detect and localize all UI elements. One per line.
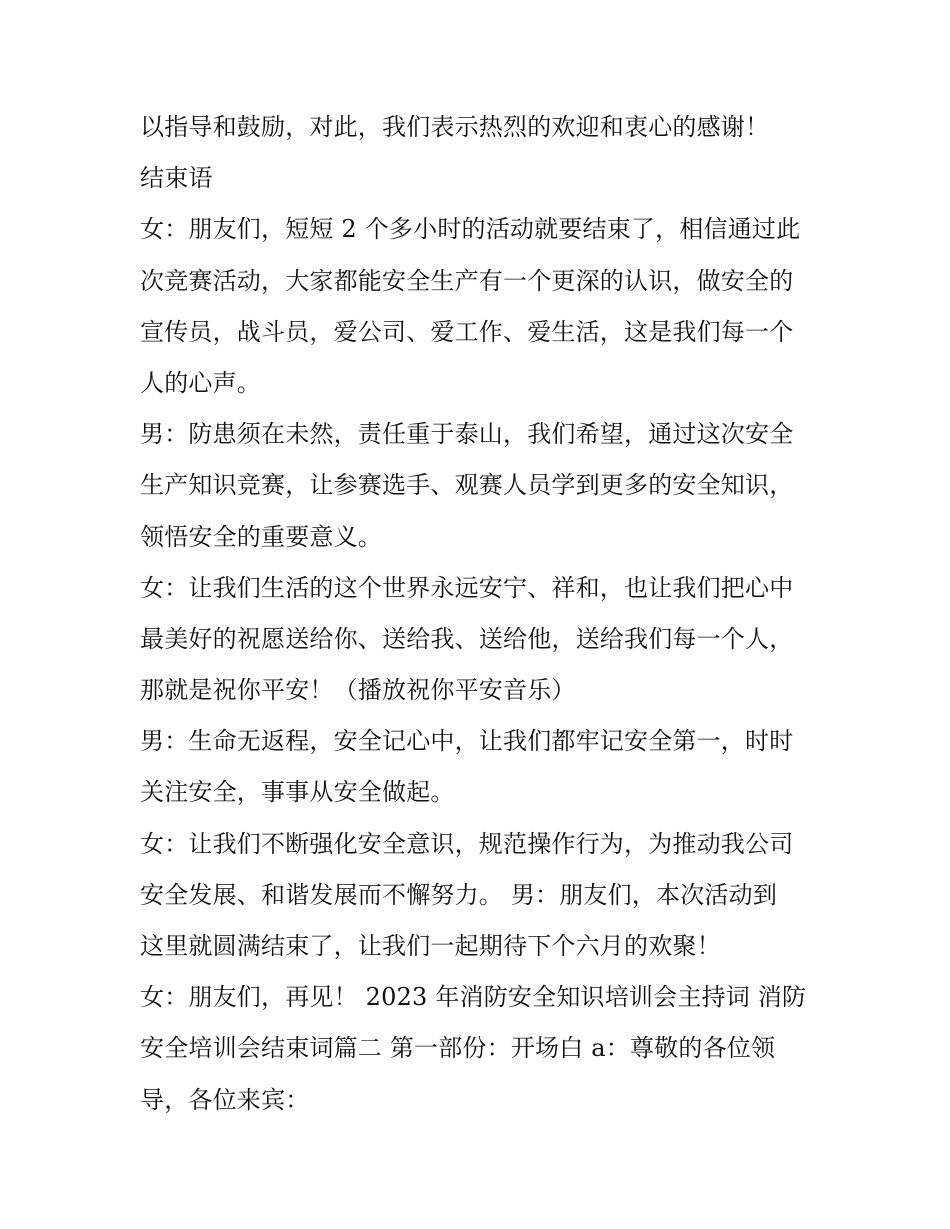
text-line: 女：让我们不断强化安全意识，规范操作行为，为推动我公司 (140, 829, 794, 858)
section-heading: 结束语 (140, 164, 213, 193)
text-line: 生产知识竞赛，让参赛选手、观赛人员学到更多的安全知识， (140, 471, 794, 500)
text-line: 那就是祝你平安！（播放祝你平安音乐） (140, 676, 576, 705)
text-line: 最美好的祝愿送给你、送给我、送给他，送给我们每一个人， (140, 624, 794, 653)
text-line: 人的心声。 (140, 368, 261, 397)
text-line: 女：朋友们，短短 2 个多小时的活动就要结束了，相信通过此 (140, 215, 801, 244)
text-line: 关注安全，事事从安全做起。 (140, 778, 455, 807)
text-line: 女：让我们生活的这个世界永远安宁、祥和，也让我们把心中 (140, 573, 794, 602)
text-line: 导，各位来宾： (140, 1085, 310, 1114)
text-line: 这里就圆满结束了，让我们一起期待下个六月的欢聚！ (140, 932, 721, 960)
text-line: 以指导和鼓励，对此，我们表示热烈的欢迎和衷心的感谢！ (140, 113, 770, 141)
text-line: 女：朋友们，再见！ 2023 年消防安全知识培训会主持词 消防 (140, 983, 807, 1012)
text-line: 安全培训会结束词篇二 第一部份：开场白 a：尊敬的各位领 (140, 1034, 776, 1063)
text-line: 次竞赛活动，大家都能安全生产有一个更深的认识，做安全的 (140, 266, 794, 295)
text-line: 安全发展、和谐发展而不懈努力。 男：朋友们，本次活动到 (140, 880, 778, 909)
text-line: 男：防患须在未然，责任重于泰山，我们希望，通过这次安全 (140, 420, 794, 449)
text-line: 男：生命无返程，安全记心中，让我们都牢记安全第一，时时 (140, 727, 794, 756)
document-body (140, 102, 820, 1126)
text-line: 领悟安全的重要意义。 (140, 522, 382, 551)
text-line: 宣传员，战斗员，爱公司、爱工作、爱生活，这是我们每一个 (140, 317, 794, 346)
